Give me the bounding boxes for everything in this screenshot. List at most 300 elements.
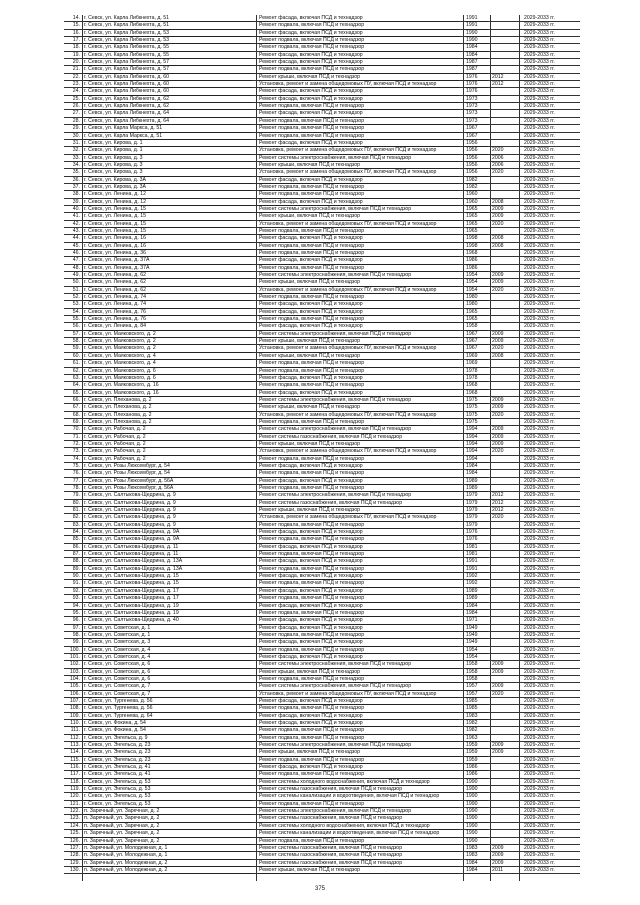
row-address: г. Севск, ул. Салтыкова-Щедрина, д. 13А	[84, 558, 252, 565]
row-address: г. Севск, ул. Энгельса, д. 9	[84, 735, 252, 742]
row-year-built: 1998	[466, 235, 488, 242]
table-row	[64, 845, 580, 852]
row-address: г. Севск, ул. Маяковского, д. 6	[84, 375, 252, 382]
row-address: г. Севск, ул. Советская, д. 6	[84, 661, 252, 668]
table-row	[64, 44, 580, 51]
row-number: 111.	[70, 727, 80, 734]
row-work-type: Ремонт крыши, включая ПСД и технадзор	[259, 162, 459, 169]
row-number: 59.	[72, 345, 80, 352]
row-year-built: 1959	[466, 742, 488, 749]
table-row	[64, 147, 580, 154]
row-year-built: 1979	[466, 507, 488, 514]
row-planned-period: 2029-2033 гг.	[524, 308, 555, 315]
row-address: г. Севск, ул. Карла Маркса, д. 51	[84, 125, 252, 132]
row-year-last-repair: 2011	[492, 866, 504, 873]
row-work-type: Ремонт фасада, включая ПСД и технадзор	[259, 301, 459, 308]
row-planned-period: 2029-2033 гг.	[524, 536, 555, 543]
row-year-built: 1959	[466, 757, 488, 764]
row-year-built: 1990	[466, 808, 488, 815]
row-work-type: Ремонт фасада, включая ПСД и технадзор	[259, 698, 459, 705]
row-planned-period: 2029-2033 гг.	[524, 110, 555, 117]
row-work-type: Ремонт подвала, включая ПСД и технадзор	[259, 801, 459, 808]
row-year-last-repair: 2012	[492, 81, 504, 88]
row-planned-period: 2029-2033 гг.	[524, 683, 555, 690]
row-address: г. Севск, ул. Розы Люксембург, д. 54	[84, 470, 252, 477]
row-work-type: Ремонт фасада, включая ПСД и технадзор	[259, 88, 459, 95]
table-row	[64, 81, 580, 88]
row-planned-period: 2029-2033 гг.	[524, 786, 555, 793]
row-planned-period: 2029-2033 гг.	[524, 360, 555, 367]
row-planned-period: 2029-2033 гг.	[524, 316, 555, 323]
row-planned-period: 2029-2033 гг.	[524, 382, 555, 389]
row-address: г. Севск, ул. Розы Люксембург, д. 56А	[84, 485, 252, 492]
row-address: г. Севск, ул. Салтыкова-Щедрина, д. 13А	[84, 566, 252, 573]
row-address: г. Севск, ул. Плеханова, д. 2	[84, 404, 252, 411]
row-number: 39.	[72, 198, 80, 205]
row-year-built: 1987	[466, 66, 488, 73]
row-address: г. Севск, ул. Советская, д. 7	[84, 691, 252, 698]
row-work-type: Ремонт подвала, включая ПСД и технадзор	[259, 44, 459, 51]
row-year-built: 1975	[466, 419, 488, 426]
row-number: 84.	[72, 529, 80, 536]
row-address: г. Севск, ул. Маяковского, д. 6	[84, 368, 252, 375]
row-address: г. Севск, ул. Энгельса, д. 53	[84, 801, 252, 808]
row-address: г. Севск, ул. Салтыкова-Щедрина, д. 11	[84, 544, 252, 551]
row-work-type: Ремонт системы канализации и водоотведения, включая ПСД и технадзор	[259, 830, 459, 837]
row-planned-period: 2029-2033 гг.	[524, 529, 555, 536]
table-row	[64, 206, 580, 213]
row-work-type: Ремонт системы газоснабжения, включая ПСД и технадзор	[259, 500, 459, 507]
row-number: 68.	[72, 411, 80, 418]
row-year-built: 1960	[466, 199, 488, 206]
row-year-built: 1954	[466, 647, 488, 654]
row-number: 124.	[69, 822, 80, 829]
table-row	[64, 191, 580, 198]
row-planned-period: 2029-2033 гг.	[524, 176, 555, 183]
row-planned-period: 2029-2033 гг.	[524, 822, 555, 829]
row-address: г. Севск, ул. Рабочая, д. 2	[84, 441, 252, 448]
row-planned-period: 2029-2033 гг.	[524, 279, 555, 286]
row-year-last-repair: 2008	[492, 242, 504, 249]
row-year-built: 1990	[466, 37, 488, 44]
row-address: г. Севск, ул. Салтыкова-Щедрина, д. 9	[84, 507, 252, 514]
table-row	[64, 177, 580, 184]
row-address: г. Севск, ул. Плеханова, д. 2	[84, 397, 252, 404]
row-year-built: 1979	[466, 522, 488, 529]
row-address: г. Севск, ул. Ленина, д. 62	[84, 287, 252, 294]
row-address: г. Севск, ул. Маяковского, д. 16	[84, 390, 252, 397]
row-number: 19.	[72, 51, 80, 58]
table-body	[64, 15, 580, 874]
row-planned-period: 2029-2033 гг.	[524, 205, 555, 212]
row-work-type: Ремонт системы электроснабжения, включая ПСД и технадзор	[259, 331, 459, 338]
table-row	[64, 654, 580, 661]
row-planned-period: 2029-2033 гг.	[524, 742, 555, 749]
row-planned-period: 2029-2033 гг.	[524, 433, 555, 440]
row-number: 54.	[72, 308, 80, 315]
row-number: 109.	[69, 712, 80, 719]
row-year-built: 1956	[466, 140, 488, 147]
row-planned-period: 2029-2033 гг.	[524, 352, 555, 359]
row-planned-period: 2029-2033 гг.	[524, 595, 555, 602]
row-year-built: 1984	[466, 52, 488, 59]
row-year-built: 1969	[466, 353, 488, 360]
row-work-type: Ремонт подвала, включая ПСД и технадзор	[259, 470, 459, 477]
row-year-last-repair: 2012	[492, 492, 504, 499]
row-planned-period: 2029-2033 гг.	[524, 59, 555, 66]
table-row	[64, 867, 580, 874]
row-planned-period: 2029-2033 гг.	[524, 286, 555, 293]
table-row	[64, 323, 580, 330]
table-row	[64, 793, 580, 800]
row-year-built: 1990	[466, 823, 488, 830]
row-work-type: Ремонт фасада, включая ПСД и технадзор	[259, 59, 459, 66]
row-work-type: Ремонт подвала, включая ПСД и технадзор	[259, 382, 459, 389]
table-row	[64, 683, 580, 690]
row-number: 113.	[70, 742, 80, 749]
table-row	[64, 610, 580, 617]
row-planned-period: 2029-2033 гг.	[524, 367, 555, 374]
row-year-last-repair: 2020	[492, 411, 504, 418]
row-year-built: 1984	[466, 463, 488, 470]
row-number: 77.	[72, 477, 80, 484]
row-work-type: Ремонт системы электроснабжения, включая ПСД и технадзор	[259, 426, 459, 433]
row-planned-period: 2029-2033 гг.	[524, 852, 555, 859]
row-number: 70.	[72, 426, 80, 433]
row-work-type: Ремонт подвала, включая ПСД и технадзор	[259, 191, 459, 198]
table-row	[64, 279, 580, 286]
row-address: г. Севск, ул. Ленина, д. 37А	[84, 257, 252, 264]
row-number: 119.	[70, 786, 80, 793]
row-year-built: 1957	[466, 691, 488, 698]
row-work-type: Ремонт подвала, включая ПСД и технадзор	[259, 22, 459, 29]
row-year-built: 1967	[466, 331, 488, 338]
row-year-last-repair: 2020	[492, 345, 504, 352]
row-number: 29.	[72, 125, 80, 132]
row-number: 117.	[70, 771, 80, 778]
row-work-type: Ремонт крыши, включая ПСД и технадзор	[259, 404, 459, 411]
row-address: г. Севск, ул. Ленина, д. 76	[84, 316, 252, 323]
row-work-type: Ремонт фасада, включая ПСД и технадзор	[259, 390, 459, 397]
row-year-built: 1979	[466, 514, 488, 521]
row-work-type: Ремонт подвала, включая ПСД и технадзор	[259, 243, 459, 250]
table-row	[64, 66, 580, 73]
row-work-type: Ремонт фасада, включая ПСД и технадзор	[259, 257, 459, 264]
row-year-built: 1969	[466, 360, 488, 367]
row-year-last-repair: 2009	[492, 433, 504, 440]
table-row	[64, 713, 580, 720]
row-number: 130.	[69, 866, 80, 873]
table-row	[64, 375, 580, 382]
row-planned-period: 2029-2033 гг.	[524, 338, 555, 345]
row-year-built: 1987	[466, 59, 488, 66]
row-work-type: Ремонт фасада, включая ПСД и технадзор	[259, 639, 459, 646]
row-number: 21.	[72, 66, 80, 73]
row-year-last-repair: 2009	[492, 396, 504, 403]
row-year-built: 1956	[466, 155, 488, 162]
row-year-built: 1990	[466, 815, 488, 822]
row-planned-period: 2029-2033 гг.	[524, 66, 555, 73]
row-year-built: 1978	[466, 375, 488, 382]
row-address: г. Севск, ул. Розы Люксембург, д. 56А	[84, 478, 252, 485]
row-work-type: Ремонт фасада, включая ПСД и технадзор	[259, 463, 459, 470]
row-year-built: 1982	[466, 177, 488, 184]
row-address: г. Севск, ул. Ленина, д. 74	[84, 294, 252, 301]
row-planned-period: 2029-2033 гг.	[524, 139, 555, 146]
row-work-type: Ремонт системы газоснабжения, включая ПСД и технадзор	[259, 815, 459, 822]
row-year-built: 1968	[466, 390, 488, 397]
row-work-type: Ремонт подвала, включая ПСД и технадзор	[259, 735, 459, 742]
row-work-type: Установка, ремонт и замена общедомовых ПУ, включая ПСД и технадзор	[259, 81, 459, 88]
row-number: 95.	[72, 609, 80, 616]
row-work-type: Ремонт подвала, включая ПСД и технадзор	[259, 771, 459, 778]
row-planned-period: 2029-2033 гг.	[524, 95, 555, 102]
row-number: 14.	[72, 15, 80, 21]
row-address: г. Севск, ул. Ленина, д. 15	[84, 206, 252, 213]
row-work-type: Ремонт системы канализации и водоотведения, включая ПСД и технадзор	[259, 793, 459, 800]
table-row	[64, 37, 580, 44]
row-work-type: Ремонт подвала, включая ПСД и технадзор	[259, 184, 459, 191]
row-planned-period: 2029-2033 гг.	[524, 866, 555, 873]
table-row	[64, 676, 580, 683]
row-work-type: Ремонт системы электроснабжения, включая ПСД и технадзор	[259, 683, 459, 690]
table-row	[64, 580, 580, 587]
row-address: г. Севск, ул. Маяковского, д. 2	[84, 338, 252, 345]
row-work-type: Ремонт подвала, включая ПСД и технадзор	[259, 368, 459, 375]
table-row	[64, 595, 580, 602]
row-year-built: 1984	[466, 867, 488, 874]
row-number: 42.	[72, 220, 80, 227]
row-number: 129.	[69, 859, 80, 866]
row-address: г. Севск, ул. Кирова, д. 1	[84, 147, 252, 154]
row-work-type: Ремонт крыши, включая ПСД и технадзор	[259, 213, 459, 220]
row-number: 100.	[69, 646, 80, 653]
row-planned-period: 2029-2033 гг.	[524, 323, 555, 330]
row-planned-period: 2029-2033 гг.	[524, 727, 555, 734]
row-year-built: 1954	[466, 272, 488, 279]
row-planned-period: 2029-2033 гг.	[524, 859, 555, 866]
row-year-built: 1973	[466, 103, 488, 110]
table-row	[64, 625, 580, 632]
row-work-type: Ремонт подвала, включая ПСД и технадзор	[259, 757, 459, 764]
row-planned-period: 2029-2033 гг.	[524, 764, 555, 771]
row-address: г. Севск, ул. Советская, д. 1	[84, 625, 252, 632]
row-address: г. Севск, ул. Карла Либкнехта, д. 60	[84, 74, 252, 81]
row-address: г. Севск, ул. Энгельса, д. 41	[84, 771, 252, 778]
row-address: г. Севск, ул. Рабочая, д. 2	[84, 434, 252, 441]
row-planned-period: 2029-2033 гг.	[524, 73, 555, 80]
row-year-built: 1984	[466, 610, 488, 617]
row-planned-period: 2029-2033 гг.	[524, 734, 555, 741]
row-work-type: Ремонт фасада, включая ПСД и технадзор	[259, 140, 459, 147]
row-year-built: 1960	[466, 191, 488, 198]
table-row	[64, 30, 580, 37]
row-address: г. Севск, ул. Карла Либкнехта, д. 62	[84, 103, 252, 110]
row-number: 126.	[69, 837, 80, 844]
row-year-built: 1990	[466, 786, 488, 793]
row-year-built: 1994	[466, 434, 488, 441]
row-work-type: Установка, ремонт и замена общедомовых ПУ, включая ПСД и технадзор	[259, 147, 459, 154]
row-year-built: 1967	[466, 133, 488, 140]
row-year-built: 1979	[466, 500, 488, 507]
row-address: г. Севск, ул. Салтыкова-Щедрина, д. 11	[84, 551, 252, 558]
row-planned-period: 2029-2033 гг.	[524, 147, 555, 154]
table-row	[64, 808, 580, 815]
row-work-type: Ремонт системы электроснабжения, включая ПСД и технадзор	[259, 155, 459, 162]
row-year-built: 1967	[466, 125, 488, 132]
row-year-last-repair: 2009	[492, 330, 504, 337]
row-year-built: 1958	[466, 661, 488, 668]
row-year-last-repair: 2009	[492, 404, 504, 411]
row-year-last-repair: 2020	[492, 286, 504, 293]
row-year-built: 1971	[466, 617, 488, 624]
row-planned-period: 2029-2033 гг.	[524, 793, 555, 800]
row-work-type: Ремонт крыши, включая ПСД и технадзор	[259, 338, 459, 345]
row-year-built: 1989	[466, 485, 488, 492]
row-year-built: 1992	[466, 580, 488, 587]
row-year-built: 1990	[466, 830, 488, 837]
table-row	[64, 470, 580, 477]
row-work-type: Ремонт подвала, включая ПСД и технадзор	[259, 838, 459, 845]
row-number: 74.	[72, 455, 80, 462]
row-year-built: 1976	[466, 74, 488, 81]
table-row	[64, 331, 580, 338]
row-address: г. Севск, ул. Ленина, д. 76	[84, 309, 252, 316]
table-row	[64, 639, 580, 646]
row-address: г. Севск, ул. Карла Либкнехта, д. 57	[84, 59, 252, 66]
row-year-built: 1967	[466, 345, 488, 352]
table-row	[64, 162, 580, 169]
row-work-type: Ремонт подвала, включая ПСД и технадзор	[259, 705, 459, 712]
row-address: г. Севск, ул. Ленина, д. 15	[84, 221, 252, 228]
row-address: г. Севск, ул. Салтыкова-Щедрина, д. 19	[84, 603, 252, 610]
row-year-last-repair: 2009	[492, 683, 504, 690]
row-address: г. Севск, ул. Салтыкова-Щедрина, д. 19	[84, 610, 252, 617]
row-number: 35.	[72, 169, 80, 176]
row-number: 64.	[72, 382, 80, 389]
table-row	[64, 852, 580, 859]
row-address: г. Севск, ул. Карла Либкнехта, д. 55	[84, 52, 252, 59]
table-row	[64, 118, 580, 125]
row-year-built: 1994	[466, 426, 488, 433]
row-year-built: 1989	[466, 588, 488, 595]
row-address: п. Заречный, ул. Заречная, д. 2	[84, 838, 252, 845]
row-planned-period: 2029-2033 гг.	[524, 697, 555, 704]
row-address: г. Севск, ул. Советская, д. 1	[84, 632, 252, 639]
row-address: г. Севск, ул. Ленина, д. 37А	[84, 265, 252, 272]
row-year-built: 1986	[466, 764, 488, 771]
row-planned-period: 2029-2033 гг.	[524, 749, 555, 756]
table-row	[64, 15, 580, 22]
row-year-built: 1973	[466, 96, 488, 103]
row-number: 43.	[72, 227, 80, 234]
table-row	[64, 309, 580, 316]
row-address: г. Севск, ул. Ленина, д. 74	[84, 301, 252, 308]
row-year-built: 1990	[466, 801, 488, 808]
row-planned-period: 2029-2033 гг.	[524, 22, 555, 29]
row-address: г. Севск, ул. Энгельса, д. 53	[84, 779, 252, 786]
row-planned-period: 2029-2033 гг.	[524, 756, 555, 763]
row-year-built: 1989	[466, 478, 488, 485]
row-year-built: 1949	[466, 632, 488, 639]
row-number: 114.	[70, 749, 80, 756]
row-number: 26.	[72, 103, 80, 110]
row-planned-period: 2029-2033 гг.	[524, 301, 555, 308]
row-year-last-repair: 2020	[492, 220, 504, 227]
table-row	[64, 705, 580, 712]
row-year-last-repair: 2009	[492, 668, 504, 675]
row-work-type: Ремонт системы электроснабжения, включая ПСД и технадзор	[259, 272, 459, 279]
row-planned-period: 2029-2033 гг.	[524, 617, 555, 624]
row-planned-period: 2029-2033 гг.	[524, 242, 555, 249]
row-year-built: 1980	[466, 294, 488, 301]
row-work-type: Установка, ремонт и замена общедомовых ПУ, включая ПСД и технадзор	[259, 221, 459, 228]
row-planned-period: 2029-2033 гг.	[524, 808, 555, 815]
row-year-last-repair: 2012	[492, 507, 504, 514]
row-number: 32.	[72, 147, 80, 154]
row-work-type: Установка, ремонт и замена общедомовых ПУ, включая ПСД и технадзор	[259, 169, 459, 176]
row-number: 73.	[72, 448, 80, 455]
row-year-built: 1984	[466, 44, 488, 51]
row-planned-period: 2029-2033 гг.	[524, 580, 555, 587]
table-row	[64, 801, 580, 808]
row-planned-period: 2029-2033 гг.	[524, 418, 555, 425]
row-number: 46.	[72, 250, 80, 256]
row-year-built: 1959	[466, 749, 488, 756]
row-planned-period: 2029-2033 гг.	[524, 800, 555, 807]
row-year-built: 1990	[466, 838, 488, 845]
row-number: 28.	[72, 117, 80, 124]
row-number: 67.	[72, 404, 80, 411]
row-work-type: Ремонт подвала, включая ПСД и технадзор	[259, 595, 459, 602]
row-planned-period: 2029-2033 гг.	[524, 778, 555, 785]
row-number: 66.	[72, 396, 80, 403]
row-address: п. Заречный, ул. Заречная, д. 2	[84, 808, 252, 815]
row-number: 69.	[72, 418, 80, 425]
table-row	[64, 771, 580, 778]
row-year-built: 1986	[466, 771, 488, 778]
row-work-type: Ремонт системы газоснабжения, включая ПСД и технадзор	[259, 786, 459, 793]
row-year-built: 1998	[466, 243, 488, 250]
row-address: г. Севск, ул. Карла Либкнехта, д. 64	[84, 110, 252, 117]
row-year-built: 1983	[466, 845, 488, 852]
row-year-built: 1983	[466, 852, 488, 859]
table-row	[64, 463, 580, 470]
row-address: г. Севск, ул. Салтыкова-Щедрина, д. 9	[84, 500, 252, 507]
row-number: 105.	[69, 683, 80, 690]
row-address: г. Севск, ул. Салтыкова-Щедрина, д. 15	[84, 573, 252, 580]
table-row	[64, 860, 580, 867]
row-planned-period: 2029-2033 гг.	[524, 37, 555, 44]
table-row	[64, 382, 580, 389]
row-work-type: Ремонт крыши, включая ПСД и технадзор	[259, 353, 459, 360]
row-work-type: Установка, ремонт и замена общедомовых ПУ, включая ПСД и технадзор	[259, 412, 459, 419]
row-work-type: Ремонт подвала, включая ПСД и технадзор	[259, 133, 459, 140]
row-work-type: Ремонт фасада, включая ПСД и технадзор	[259, 52, 459, 59]
row-address: г. Севск, ул. Салтыкова-Щедрина, д. 9	[84, 514, 252, 521]
table-row	[64, 647, 580, 654]
row-address: г. Севск, ул. Карла Либкнехта, д. 62	[84, 96, 252, 103]
row-year-built: 1965	[466, 228, 488, 235]
row-number: 128.	[69, 852, 80, 859]
row-address: г. Севск, ул. Салтыкова-Щедрина, д. 9	[84, 522, 252, 529]
row-year-built: 1985	[466, 698, 488, 705]
row-year-last-repair: 2009	[492, 205, 504, 212]
row-address: г. Севск, ул. Карла Либкнехта, д. 51	[84, 15, 252, 22]
table-row	[64, 169, 580, 176]
row-address: г. Севск, ул. Маяковского, д. 4	[84, 360, 252, 367]
row-year-last-repair: 2020	[492, 147, 504, 154]
